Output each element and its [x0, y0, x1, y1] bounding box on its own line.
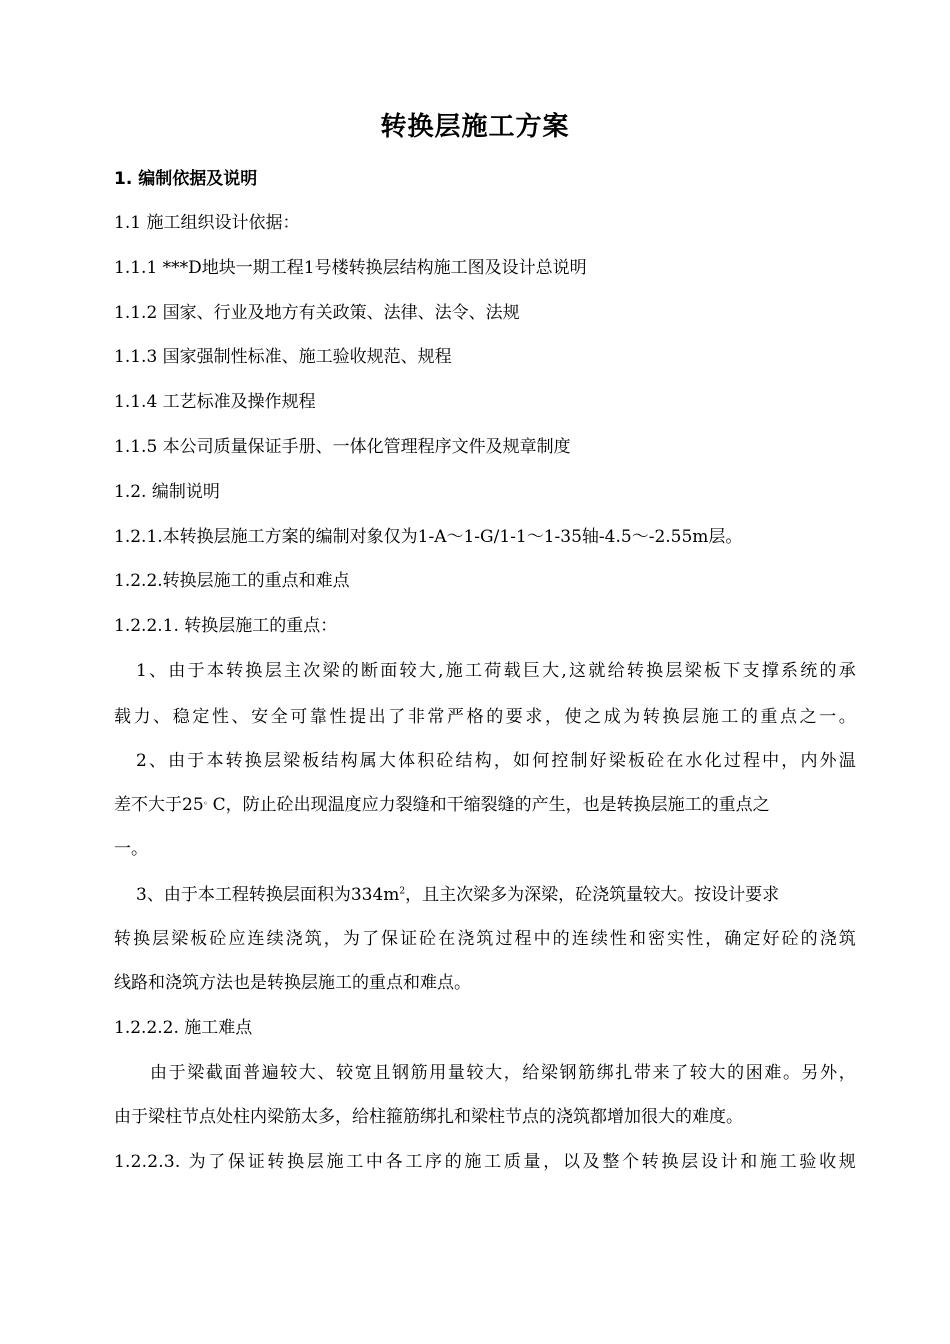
item-1-1-3: 1.1.3 国家强制性标准、施工验收规范、规程 [114, 347, 452, 367]
item-1-2-2-3: 1.2.2.3. 为了保证转换层施工中各工序的施工质量，以及整个转换层设计和施工验收规 [114, 1152, 856, 1172]
degree-sign: 。 [203, 796, 213, 807]
paragraph-1-line-1: 1、由于本转换层主次梁的断面较大,施工荷载巨大,这就给转换层梁板下支撑系统的承 [136, 661, 856, 681]
item-1-2-1: 1.2.1.本转换层施工方案的编制对象仅为1-A～1-G/1-1～1-35轴-4.5～-2.55m层。 [114, 527, 743, 547]
paragraph-4-line-2: 由于梁柱节点处柱内梁筋太多，给柱箍筋绑扎和梁柱节点的浇筑都增加很大的难度。 [114, 1107, 743, 1127]
paragraph-2-line-2 [114, 793, 856, 817]
paragraph-3-line-3: 线路和浇筑方法也是转换层施工的重点和难点。 [114, 973, 471, 993]
section-1-1: 1.1 施工组织设计依据： [114, 213, 300, 233]
document-title: 转换层施工方案 [380, 112, 570, 142]
item-1-1-4: 1.1.4 工艺标准及操作规程 [114, 392, 316, 412]
section-1-2: 1.2. 编制说明 [114, 482, 220, 502]
paragraph-2-line-3: 一。 [114, 839, 148, 859]
paragraph-1-line-2: 载力、稳定性、安全可靠性提出了非常严格的要求，使之成为转换层施工的重点之一。 [114, 707, 856, 727]
paragraph-3-line-1-rest: ，且主次梁多为深梁，砼浇筑量较大。按设计要求 [405, 885, 780, 905]
paragraph-3-line-2: 转换层梁板砼应连续浇筑，为了保证砼在浇筑过程中的连续性和密实性，确定好砼的浇筑 [114, 929, 856, 949]
item-1-1-5: 1.1.5 本公司质量保证手册、一体化管理程序文件及规章制度 [114, 437, 571, 457]
paragraph-3-line-1 [136, 883, 779, 907]
item-1-2-2-1: 1.2.2.1. 转换层施工的重点： [114, 616, 338, 636]
item-1-1-1: 1.1.1 ***D地块一期工程1号楼转换层结构施工图及设计总说明 [114, 258, 587, 278]
area-text: 3、由于本工程转换层面积为334m [136, 885, 400, 905]
item-1-1-2: 1.1.2 国家、行业及地方有关政策、法律、法令、法规 [114, 303, 520, 323]
paragraph-4-line-1: 由于梁截面普遍较大、较宽且钢筋用量较大，给梁钢筋绑扎带来了较大的困难。另外， [150, 1063, 856, 1083]
paragraph-2-line-2-rest: C，防止砼出现温度应力裂缝和干缩裂缝的产生，也是转换层施工的重点之 [212, 795, 770, 815]
item-1-2-2: 1.2.2.转换层施工的重点和难点 [114, 571, 350, 591]
paragraph-2-line-1: 2、由于本转换层梁板结构属大体积砼结构，如何控制好梁板砼在水化过程中，内外温 [136, 751, 856, 771]
heading-1: 1. 编制依据及说明 [114, 169, 258, 189]
temperature-text: 差不大于25 [114, 795, 204, 815]
item-1-2-2-2: 1.2.2.2. 施工难点 [114, 1018, 253, 1038]
square-superscript: 2 [399, 886, 406, 897]
